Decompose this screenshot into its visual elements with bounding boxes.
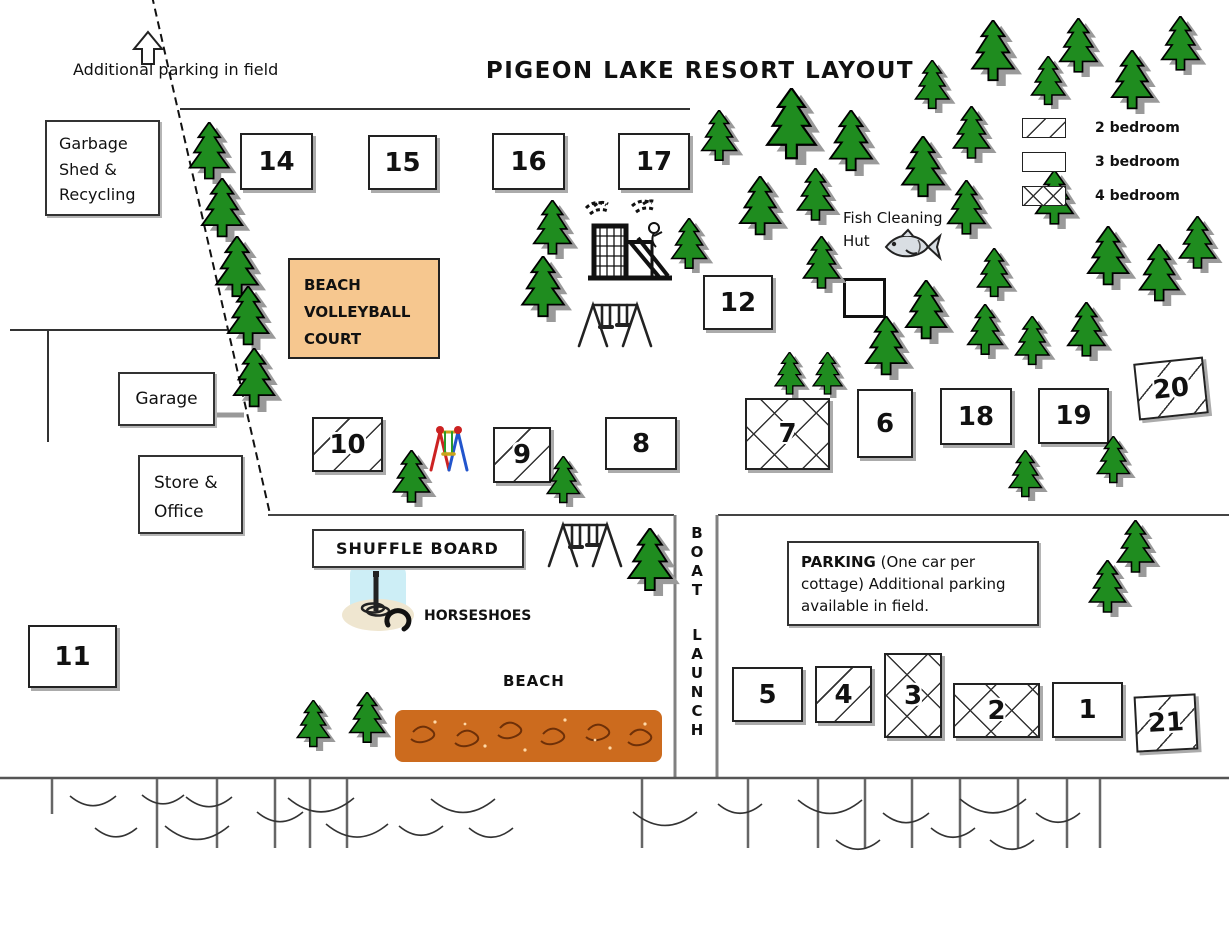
pine-tree-icon	[810, 352, 850, 398]
boat-launch-letter: A	[691, 562, 703, 580]
wave-arc	[469, 828, 513, 837]
pine-tree-icon	[198, 178, 253, 242]
cottage-number: 2	[987, 695, 1006, 726]
wave-arc	[431, 799, 495, 812]
cottage-number: 6	[875, 408, 895, 439]
swing-set-icon	[545, 520, 627, 572]
pine-tree-icon	[1108, 50, 1163, 114]
pine-tree-icon	[294, 700, 338, 751]
wave-arc	[165, 826, 229, 839]
pine-tree-icon	[346, 692, 394, 747]
cottage-5	[732, 667, 803, 722]
pine-tree-icon	[1176, 216, 1225, 273]
boat-launch-letter: B	[691, 524, 703, 542]
pine-tree-icon	[964, 304, 1012, 359]
fish-icon	[880, 228, 942, 266]
parking-info-box: PARKING (One car per cottage) Additional parking available in field.	[787, 541, 1039, 626]
legend-label: 4 bedroom	[1095, 188, 1180, 204]
wave-arc	[257, 812, 303, 822]
cottage-18	[940, 388, 1012, 445]
boat-launch-letter: C	[691, 702, 703, 720]
pine-tree-icon	[826, 110, 883, 176]
pine-tree-icon	[736, 176, 791, 240]
boat-launch-letter: T	[691, 581, 703, 599]
cottage-number: 10	[329, 429, 366, 460]
boat-launch-letter: L	[692, 626, 702, 644]
wave-arc	[95, 828, 137, 837]
pine-tree-icon	[544, 456, 588, 507]
cottage-4	[815, 666, 872, 723]
fish-cleaning-hut-label: Fish Cleaning Hut	[843, 209, 943, 251]
cottage-number: 12	[719, 287, 757, 318]
wave-arc	[1036, 813, 1080, 822]
cottage-20	[1133, 356, 1209, 420]
cottage-15	[368, 135, 437, 190]
cottage-1	[1052, 682, 1123, 738]
cottage-number: 17	[635, 146, 673, 177]
wave-arc	[399, 826, 443, 835]
cottage-10	[312, 417, 383, 472]
store-office-building: Store & Office	[138, 455, 243, 534]
pine-tree-icon	[186, 122, 239, 184]
garage-building: Garage	[118, 372, 215, 426]
pine-tree-icon	[762, 88, 829, 165]
wave-arc	[960, 799, 1026, 813]
legend-item-2-bedroom	[1022, 118, 1180, 138]
wave-arc	[990, 840, 1034, 849]
cottage-number: 20	[1151, 371, 1191, 406]
pine-tree-icon	[1086, 560, 1135, 617]
pine-tree-icon	[518, 256, 575, 322]
boat-launch-letter: A	[691, 645, 703, 663]
pine-tree-icon	[230, 348, 285, 412]
pine-tree-icon	[1056, 18, 1107, 77]
pine-tree-icon	[224, 286, 279, 350]
pine-tree-icon	[1006, 450, 1050, 501]
cottage-number: 15	[384, 147, 421, 178]
cottage-8	[605, 417, 677, 470]
cottage-21	[1134, 693, 1199, 752]
wave-arc	[798, 800, 862, 813]
wave-arc	[836, 840, 880, 849]
boat-launch-letter: O	[690, 543, 704, 561]
beach-volleyball-court: BEACH VOLLEYBALL COURT	[288, 258, 440, 359]
pine-tree-icon	[772, 352, 812, 398]
cottage-number: 7	[778, 419, 797, 449]
shuffle-board: SHUFFLE BOARD	[312, 529, 524, 568]
horseshoe-pit-icon	[340, 563, 420, 649]
cottage-number: 11	[54, 641, 91, 672]
cottage-7	[745, 398, 830, 470]
cottage-number: 5	[758, 679, 777, 710]
cottage-number: 16	[510, 146, 547, 177]
legend-swatch	[1022, 152, 1066, 172]
cottage-number: 1	[1078, 695, 1097, 725]
pine-tree-icon	[974, 248, 1020, 301]
legend-item-3-bedroom	[1022, 152, 1180, 172]
pine-tree-icon	[1012, 316, 1058, 369]
legend-label: 3 bedroom	[1095, 154, 1180, 170]
legend-swatch	[1022, 118, 1066, 138]
cottage-number: 14	[258, 146, 295, 177]
cottage-number: 21	[1147, 707, 1185, 739]
cottage-number: 19	[1055, 401, 1092, 431]
cottage-17	[618, 133, 690, 190]
pine-tree-icon	[794, 168, 843, 225]
cottage-16	[492, 133, 565, 190]
legend-swatch	[1022, 186, 1066, 206]
wave-arc	[288, 798, 354, 812]
pine-tree-icon	[624, 528, 683, 596]
pine-tree-icon	[800, 236, 849, 293]
wave-arc	[186, 797, 232, 807]
cottage-number: 3	[903, 680, 923, 711]
cottage-12	[703, 275, 773, 330]
horseshoes-label: HORSESHOES	[424, 608, 532, 624]
cottage-number: 18	[957, 401, 995, 432]
beach-label: BEACH	[503, 672, 565, 690]
playground-climber-icon	[580, 198, 680, 293]
swing-set-icon	[575, 300, 655, 350]
pine-tree-icon	[698, 110, 746, 165]
beach-sand-texture	[395, 710, 662, 762]
boat-launch-letter: H	[690, 721, 704, 739]
legend-item-4-bedroom	[1022, 186, 1180, 206]
wave-arc	[883, 813, 929, 823]
cottage-6	[857, 389, 913, 458]
boat-launch-letter: U	[690, 664, 704, 682]
pine-tree-icon	[950, 106, 999, 163]
cottage-2	[953, 683, 1040, 738]
fish-cleaning-hut-building	[843, 278, 886, 318]
pine-tree-icon	[862, 316, 917, 380]
pine-tree-icon	[1094, 436, 1138, 487]
additional-parking-note: Additional parking in field	[73, 60, 279, 79]
cottage-number: 9	[512, 440, 532, 470]
boat-launch-letter: N	[690, 683, 704, 701]
wave-arc	[718, 804, 762, 813]
pine-tree-icon	[1158, 16, 1209, 75]
cottage-11	[28, 625, 117, 688]
cottage-number: 8	[631, 428, 651, 459]
page-title: PIGEON LAKE RESORT LAYOUT	[485, 58, 915, 84]
pine-tree-icon	[1084, 226, 1139, 290]
cottage-number: 4	[834, 679, 853, 710]
cottage-3	[884, 653, 942, 738]
cottage-9	[493, 427, 551, 483]
wave-arc	[70, 796, 116, 806]
wave-arc	[931, 828, 975, 837]
legend-label: 2 bedroom	[1095, 120, 1180, 136]
pine-tree-icon	[530, 200, 581, 259]
water-waves	[70, 795, 1080, 849]
pine-tree-icon	[390, 450, 439, 507]
wave-arc	[142, 795, 184, 804]
garbage-shed-building: Garbage Shed & Recycling	[45, 120, 160, 216]
pine-tree-icon	[1064, 302, 1115, 361]
pine-tree-icon	[668, 218, 716, 273]
legend	[1022, 118, 1180, 220]
wave-arc	[326, 824, 388, 837]
